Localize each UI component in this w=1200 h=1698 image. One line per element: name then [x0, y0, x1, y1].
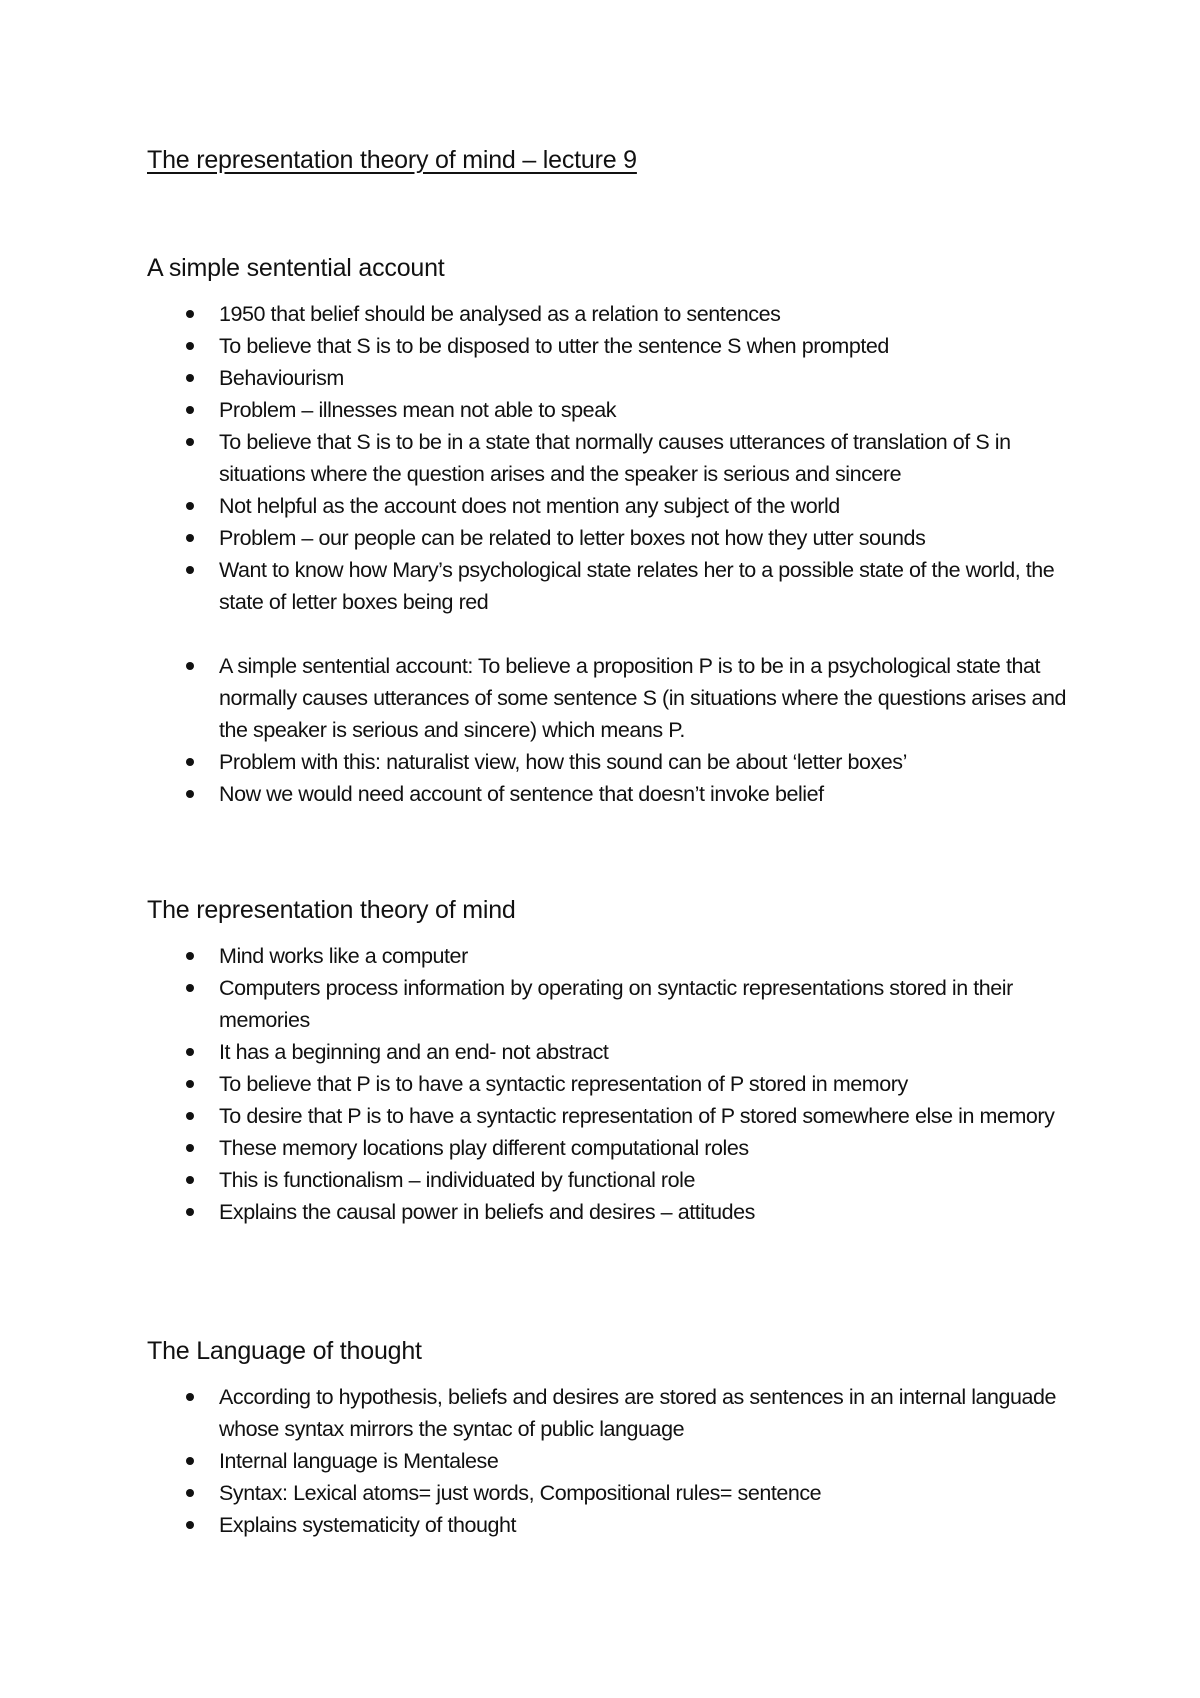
- bullet-list: [147, 298, 1087, 810]
- document-title: The representation theory of mind – lecture 9: [147, 146, 637, 174]
- list-item: Not helpful as the account does not mention any subject of the world: [147, 490, 1087, 522]
- list-item: Explains the causal power in beliefs and desires – attitudes: [147, 1196, 1087, 1228]
- list-item: To believe that S is to be in a state that normally causes utterances of translation of S in situations where the question arises and the speaker is serious and sincere: [147, 426, 1087, 490]
- list-item: Behaviourism: [147, 362, 1087, 394]
- section-language-of-thought: [147, 1335, 1087, 1541]
- list-item: Now we would need account of sentence that doesn’t invoke belief: [147, 778, 1087, 810]
- list-item: To believe that S is to be disposed to utter the sentence S when prompted: [147, 330, 1087, 362]
- bullet-list: [147, 1381, 1087, 1541]
- list-item: A simple sentential account: To believe a proposition P is to be in a psychological state that normally causes utterances of some sentence S (in situations where the questions arises and the speaker is serious and sincere) which means P.: [147, 650, 1087, 746]
- list-item: Problem with this: naturalist view, how this sound can be about ‘letter boxes’: [147, 746, 1087, 778]
- section-heading: A simple sentential account: [147, 254, 445, 282]
- list-item: To believe that P is to have a syntactic representation of P stored in memory: [147, 1068, 1087, 1100]
- list-item: Internal language is Mentalese: [147, 1445, 1087, 1477]
- list-item: Want to know how Mary’s psychological state relates her to a possible state of the world, the state of letter boxes being red: [147, 554, 1087, 618]
- list-item: This is functionalism – individuated by functional role: [147, 1164, 1087, 1196]
- section-representation-theory: [147, 894, 1087, 1228]
- list-item: To desire that P is to have a syntactic representation of P stored somewhere else in memory: [147, 1100, 1087, 1132]
- list-item: According to hypothesis, beliefs and desires are stored as sentences in an internal languade whose syntax mirrors the syntac of public language: [147, 1381, 1087, 1445]
- bullet-list: [147, 940, 1087, 1228]
- list-item: It has a beginning and an end- not abstract: [147, 1036, 1087, 1068]
- section-heading: The Language of thought: [147, 1337, 422, 1365]
- list-item: Computers process information by operating on syntactic representations stored in their memories: [147, 972, 1087, 1036]
- list-item: These memory locations play different computational roles: [147, 1132, 1087, 1164]
- list-item: Problem – our people can be related to letter boxes not how they utter sounds: [147, 522, 1087, 554]
- list-item: Mind works like a computer: [147, 940, 1087, 972]
- list-item: 1950 that belief should be analysed as a relation to sentences: [147, 298, 1087, 330]
- list-item: Explains systematicity of thought: [147, 1509, 1087, 1541]
- section-heading: The representation theory of mind: [147, 896, 516, 924]
- list-item: Problem – illnesses mean not able to speak: [147, 394, 1087, 426]
- list-item: Syntax: Lexical atoms= just words, Compositional rules= sentence: [147, 1477, 1087, 1509]
- section-simple-sentential-account: [147, 252, 1087, 810]
